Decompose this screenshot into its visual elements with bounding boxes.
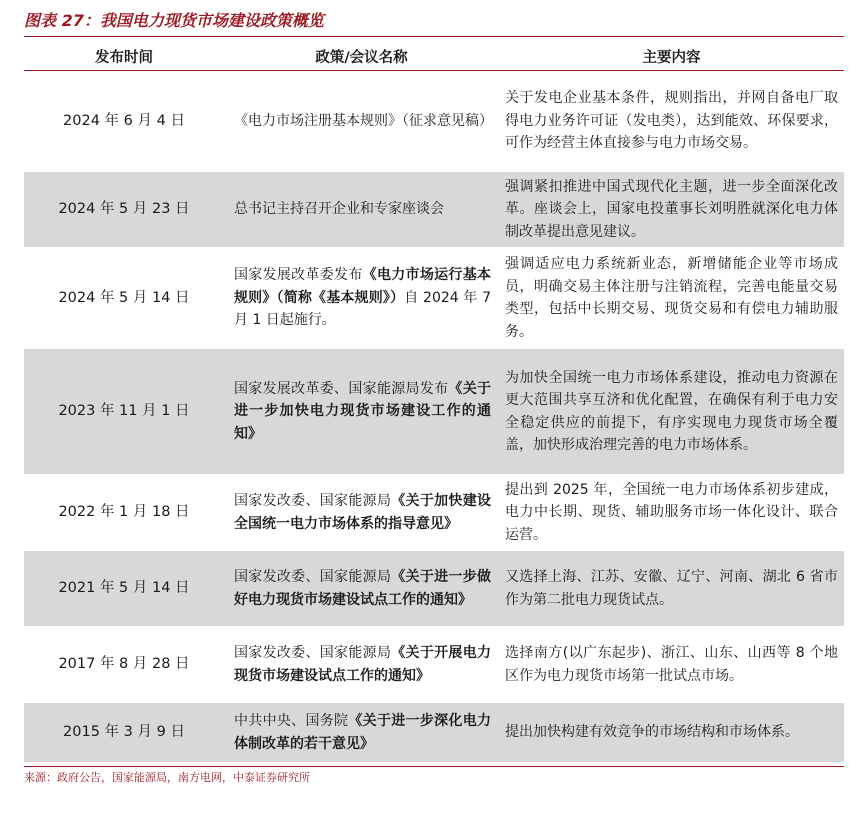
row-date: 2024 年 6 月 4 日 xyxy=(24,71,224,172)
header-content: 主要内容 xyxy=(499,42,844,71)
table-row xyxy=(24,475,844,551)
row-date: 2024 年 5 月 14 日 xyxy=(24,248,224,349)
row-date: 2015 年 3 月 9 日 xyxy=(24,703,224,763)
name-text: 总书记主持召开企业和专家座谈会 xyxy=(234,201,444,218)
row-content: 为加快全国统一电力市场体系建设，推动电力资源在更大范围共享互济和优化配置，在确保有利于电力安全稳定供应的前提下，有序实现电力现货市场全覆盖，加快形成治理完善的电力市场体系。 xyxy=(499,349,844,475)
figure-title: 图表 27：我国电力现货市场建设政策概览 xyxy=(24,5,844,37)
row-date: 2023 年 11 月 1 日 xyxy=(24,349,224,475)
name-text: 国家发改委、国家能源局 xyxy=(234,493,392,509)
name-bold: 《关于开展电力现货市场建设试点工作的通知》 xyxy=(234,645,492,684)
name-bold: 《关于进一步加快电力现货市场建设工作的通知》 xyxy=(234,380,492,442)
row-name xyxy=(224,703,499,763)
table-row xyxy=(24,172,844,248)
row-name xyxy=(224,551,499,627)
row-name xyxy=(224,71,499,172)
name-text: 国家发改委、国家能源局 xyxy=(234,645,392,661)
row-content: 提出到 2025 年，全国统一电力市场体系初步建成，电力中长期、现货、辅助服务市场一体化设计、联合运营。 xyxy=(499,475,844,551)
row-content: 又选择上海、江苏、安徽、辽宁、河南、湖北 6 省市作为第二批电力现货试点。 xyxy=(499,551,844,627)
name-bold: 《关于进一步做好电力现货市场建设试点工作的通知》 xyxy=(234,569,492,608)
table-header-row xyxy=(24,42,844,71)
source-note: 来源：政府公告，国家能源局，南方电网，中泰证券研究所 xyxy=(24,766,844,788)
table-row xyxy=(24,248,844,349)
row-content: 强调紧扣推进中国式现代化主题，进一步全面深化改革。座谈会上，国家电投董事长刘明胜就深化电力体制改革提出意见建议。 xyxy=(499,172,844,248)
name-text: 国家发改委、国家能源局 xyxy=(234,569,392,585)
table-row xyxy=(24,349,844,475)
row-name xyxy=(224,627,499,703)
table-row xyxy=(24,627,844,703)
header-name: 政策/会议名称 xyxy=(224,42,499,71)
name-bold: 《电力市场运行基本规则》（简称《基本规则》） xyxy=(234,267,492,306)
policy-table xyxy=(24,42,844,763)
name-text: 中共中央、国务院 xyxy=(234,713,349,729)
row-date: 2024 年 5 月 23 日 xyxy=(24,172,224,248)
row-date: 2017 年 8 月 28 日 xyxy=(24,627,224,703)
name-text: 《电力市场注册基本规则》（征求意见稿） xyxy=(234,112,493,129)
row-content: 关于发电企业基本条件，规则指出，并网自备电厂取得电力业务许可证（发电类），达到能效、环保要求，可作为经营主体直接参与电力市场交易。 xyxy=(499,71,844,172)
table-row xyxy=(24,703,844,763)
name-bold: 《关于进一步深化电力体制改革的若干意见》 xyxy=(234,713,492,752)
table-row xyxy=(24,551,844,627)
header-date: 发布时间 xyxy=(24,42,224,71)
row-content: 选择南方(以广东起步)、浙江、山东、山西等 8 个地区作为电力现货市场第一批试点市场。 xyxy=(499,627,844,703)
name-tail: 自 2024 年 7 月 1 日起施行。 xyxy=(234,289,492,329)
name-bold: 《关于加快建设全国统一电力市场体系的指导意见》 xyxy=(234,493,492,532)
row-name xyxy=(224,172,499,248)
table-row xyxy=(24,71,844,172)
row-content: 强调适应电力系统新业态，新增储能企业等市场成员，明确交易主体注册与注销流程，完善电能量交易类型，包括中长期交易、现货交易和有偿电力辅助服务。 xyxy=(499,248,844,349)
row-name xyxy=(224,248,499,349)
row-date: 2022 年 1 月 18 日 xyxy=(24,475,224,551)
name-text: 国家发展改革委、国家能源局发布 xyxy=(234,380,449,397)
name-text: 国家发展改革委发布 xyxy=(234,267,363,284)
row-date: 2021 年 5 月 14 日 xyxy=(24,551,224,627)
row-content: 提出加快构建有效竞争的市场结构和市场体系。 xyxy=(499,703,844,763)
row-name xyxy=(224,475,499,551)
row-name xyxy=(224,349,499,475)
